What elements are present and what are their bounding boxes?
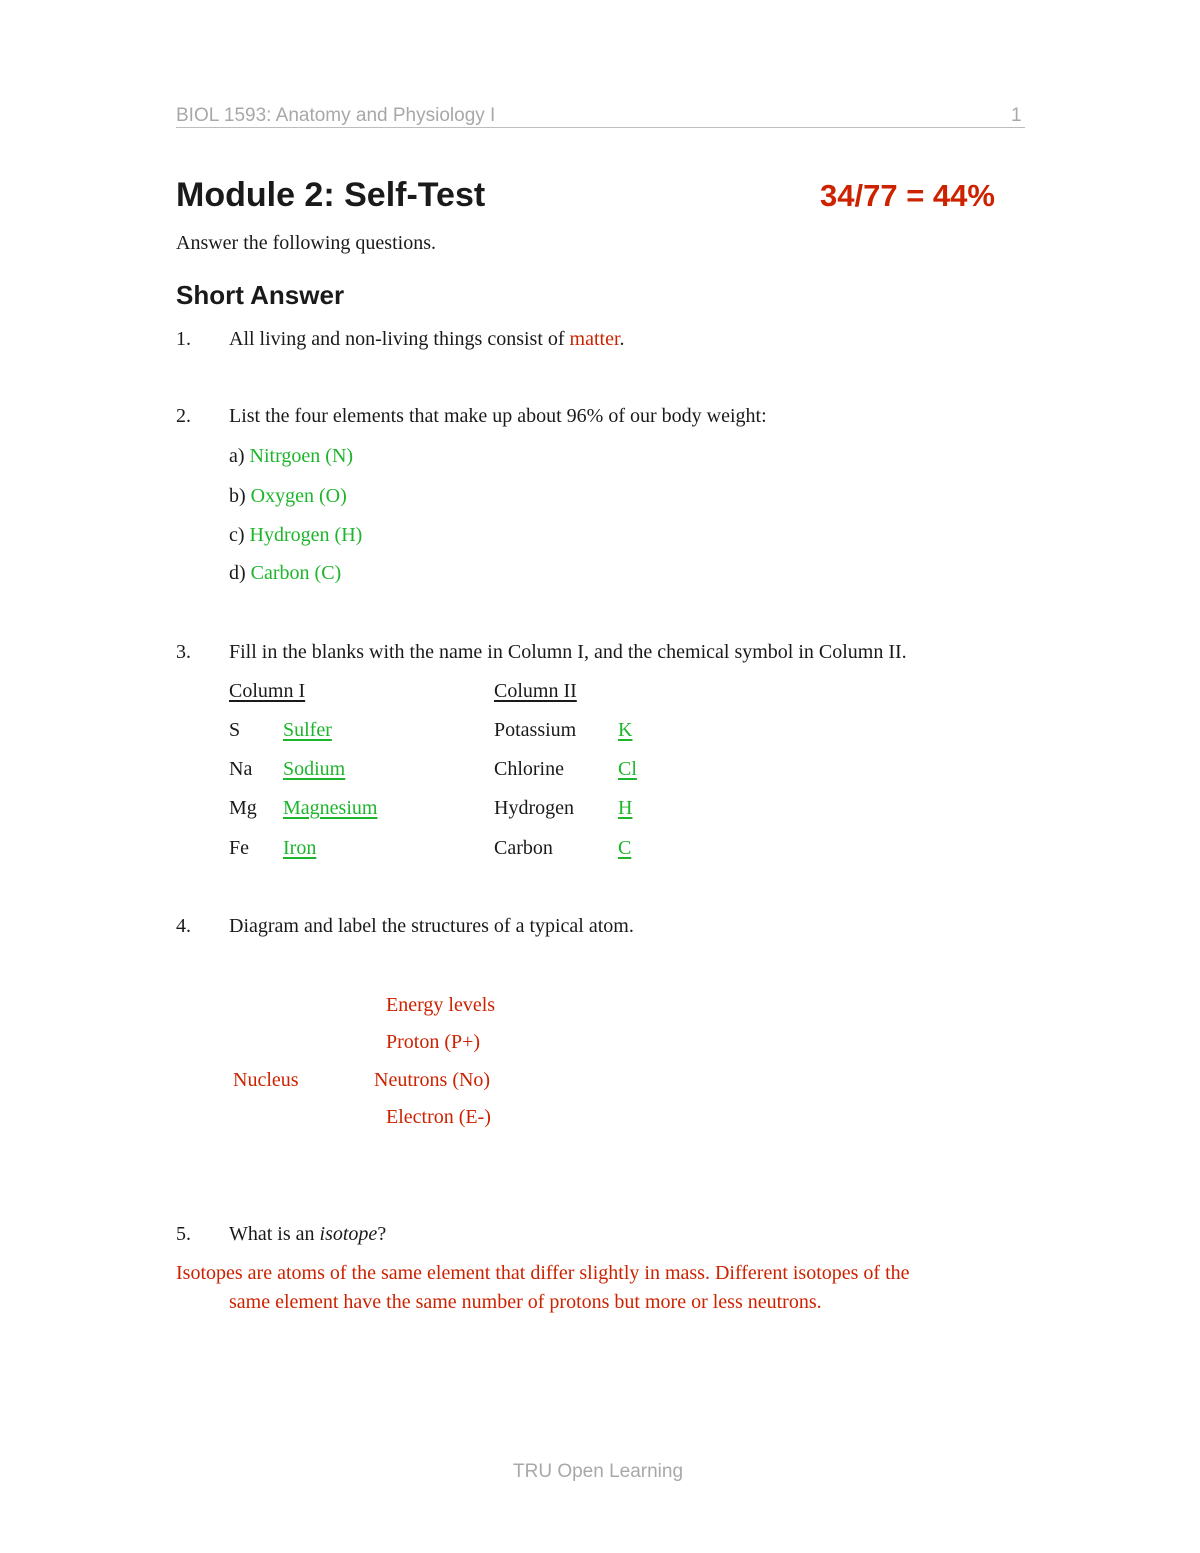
col2-name: Chlorine (494, 758, 564, 780)
col2-name: Potassium (494, 719, 577, 741)
atom-label-nucleus: Nucleus (233, 1069, 299, 1091)
col1-symbol: Mg (229, 797, 257, 819)
col2-answer: C (618, 837, 632, 859)
instructions: Answer the following questions. (176, 232, 436, 254)
q1-question (229, 328, 625, 351)
q2-item-answer: Carbon (C) (250, 562, 342, 584)
q5-text-after: ? (377, 1223, 387, 1245)
col2-answer: K (618, 719, 633, 741)
q1-number: 1. (176, 328, 191, 350)
q5-number: 5. (176, 1223, 191, 1245)
q2-item-label: a) (229, 445, 250, 467)
q1-text: All living and non-living things consist of (229, 328, 570, 350)
atom-label-proton: Proton (P+) (386, 1031, 481, 1053)
q2-item-answer: Hydrogen (H) (249, 524, 363, 546)
q5-question (229, 1223, 386, 1246)
atom-label-electron: Electron (E-) (386, 1106, 491, 1128)
q2-item-answer: Nitrgoen (N) (249, 445, 354, 467)
column-2-header: Column II (494, 680, 577, 702)
running-header: BIOL 1593: Anatomy and Physiology I (176, 105, 496, 126)
header-rule (176, 127, 1025, 128)
q2-number: 2. (176, 405, 191, 427)
q2-item-label: c) (229, 524, 250, 546)
q2-item (229, 524, 362, 547)
col2-answer: H (618, 797, 633, 819)
col2-name: Carbon (494, 837, 553, 859)
q5-answer-line-2: same element have the same number of protons but more or less neutrons. (229, 1291, 822, 1313)
q2-item-answer: Oxygen (O) (250, 485, 347, 507)
col1-answer: Sodium (283, 758, 346, 780)
page-title: Module 2: Self-Test (176, 176, 486, 214)
q5-term: isotope (319, 1223, 378, 1245)
q5-text-before: What is an (229, 1223, 320, 1245)
q2-item (229, 562, 341, 585)
page-number: 1 (1011, 105, 1022, 126)
q4-number: 4. (176, 915, 191, 937)
atom-label-energy-levels: Energy levels (386, 994, 496, 1016)
col1-answer: Iron (283, 837, 317, 859)
col1-answer: Sulfer (283, 719, 332, 741)
q2-item-label: d) (229, 562, 251, 584)
col1-symbol: S (229, 719, 241, 741)
q5-answer-line-1: Isotopes are atoms of the same element that differ slightly in mass. Different isotopes of the (176, 1262, 910, 1284)
q2-item (229, 445, 353, 468)
page-footer: TRU Open Learning (513, 1461, 684, 1482)
q4-question: Diagram and label the structures of a typical atom. (229, 915, 634, 937)
column-1-header: Column I (229, 680, 306, 702)
q1-answer: matter (569, 328, 620, 350)
col1-symbol: Fe (229, 837, 249, 859)
col2-name: Hydrogen (494, 797, 574, 819)
q2-item (229, 485, 347, 508)
col1-answer: Magnesium (283, 797, 378, 819)
atom-label-neutrons: Neutrons (No) (374, 1069, 491, 1091)
q1-end: . (619, 328, 625, 350)
q3-number: 3. (176, 641, 191, 663)
col2-answer: Cl (618, 758, 637, 780)
q2-question: List the four elements that make up about 96% of our body weight: (229, 405, 767, 427)
q2-item-label: b) (229, 485, 251, 507)
col1-symbol: Na (229, 758, 253, 780)
score-badge: 34/77 = 44% (820, 178, 995, 213)
section-title: Short Answer (176, 280, 345, 310)
q3-question: Fill in the blanks with the name in Column I, and the chemical symbol in Column II. (229, 641, 907, 663)
